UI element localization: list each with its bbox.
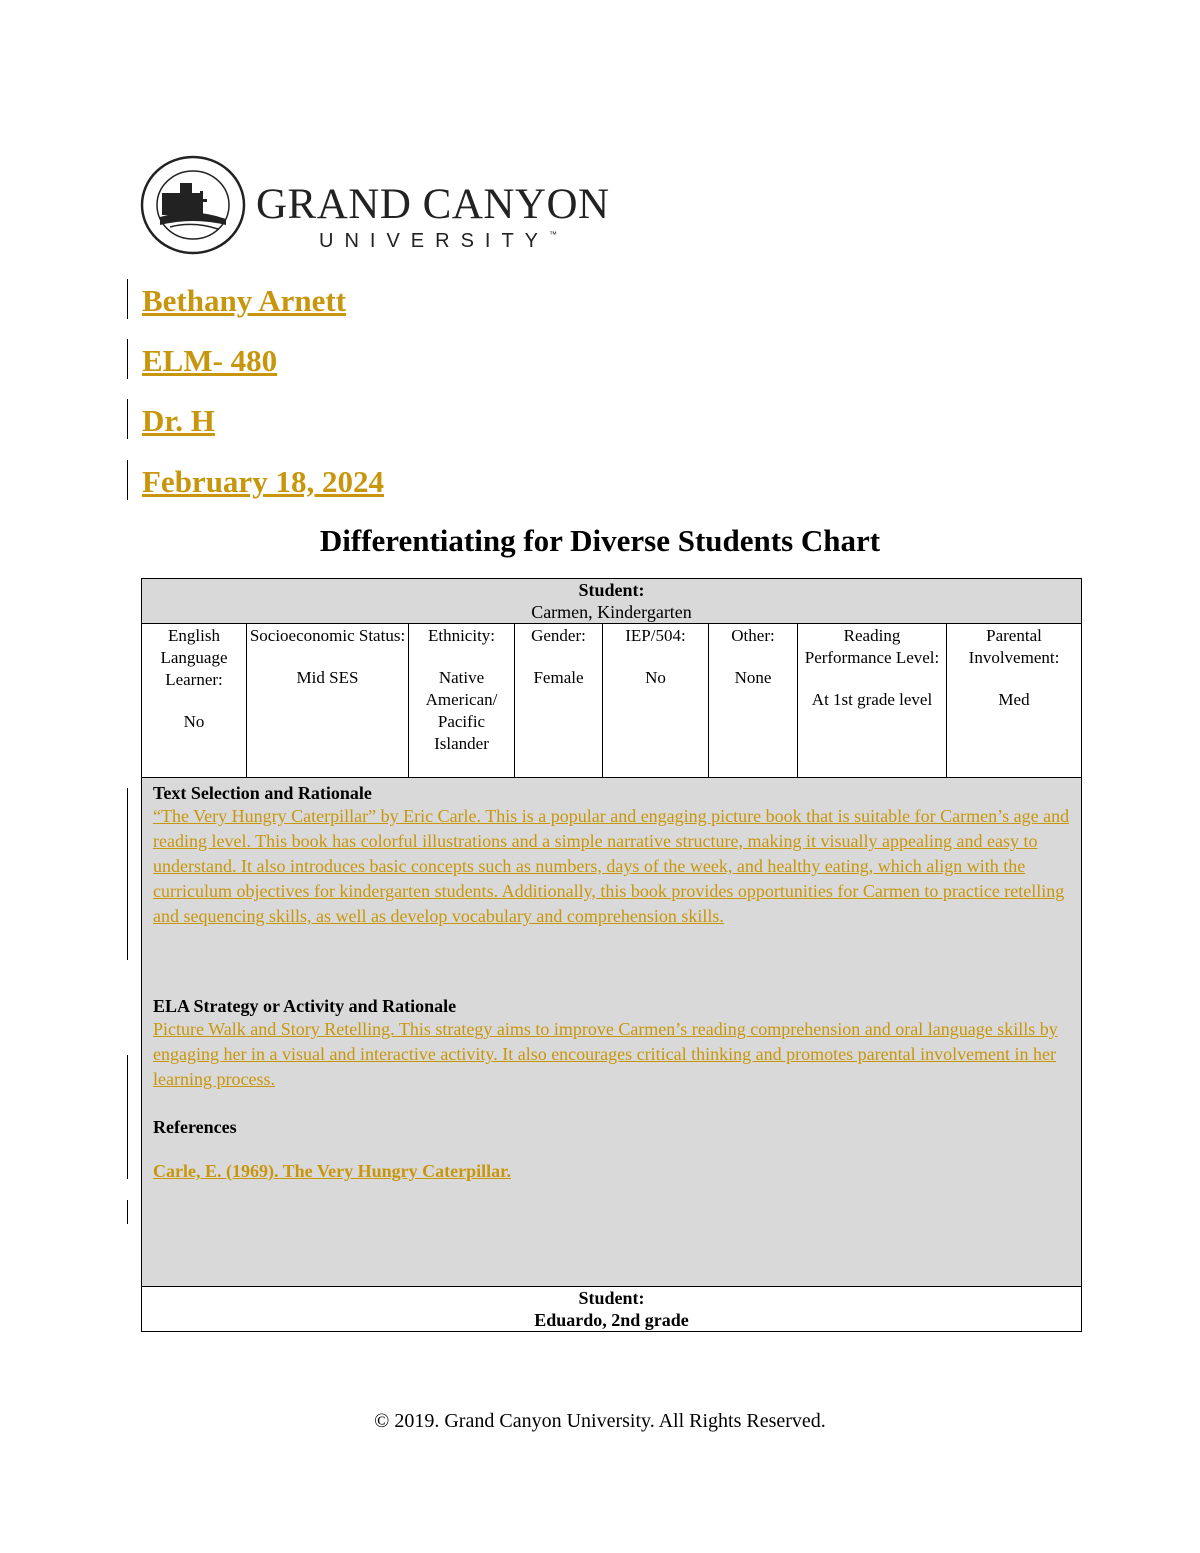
revision-bar [127, 399, 128, 439]
attr-ses: Socioeconomic Status: Mid SES [247, 624, 409, 778]
student-1-plan [142, 778, 1082, 1287]
attr-parental-involvement: Parental Involvement: Med [947, 624, 1082, 778]
document-date[interactable]: February 18, 2024 [142, 464, 384, 499]
attr-ell: English Language Learner: No [142, 624, 247, 778]
attr-ethnicity: Ethnicity: Native American/ Pacific Islander [409, 624, 515, 778]
student-attributes-row [142, 624, 1082, 778]
copyright-footer: © 2019. Grand Canyon University. All Rights Reserved. [374, 1410, 826, 1432]
attr-other: Other: None [709, 624, 798, 778]
student-name-grade: Eduardo, 2nd grade [534, 1310, 689, 1330]
revision-bar [127, 339, 128, 379]
logo-wordmark-line2: UNIVERSITY™ [319, 230, 558, 252]
student-label: Student: [578, 580, 645, 600]
revision-bar [127, 460, 128, 500]
reference-entry[interactable]: Carle, E. (1969). The Very Hungry Caterpillar. [153, 1161, 511, 1181]
revision-bar [127, 279, 128, 319]
revision-bar [127, 788, 128, 960]
revision-bar [127, 1200, 128, 1224]
attr-iep: IEP/504: No [603, 624, 709, 778]
references-heading: References [153, 1117, 237, 1137]
attr-gender: Gender: Female [515, 624, 603, 778]
page-title: Differentiating for Diverse Students Chart [319, 523, 881, 558]
instructor-name[interactable]: Dr. H [142, 403, 215, 438]
gcu-logo [140, 155, 620, 255]
student-name[interactable]: Bethany Arnett [142, 283, 347, 318]
revision-bar [127, 1055, 128, 1179]
gcu-seal-icon [140, 155, 246, 255]
attr-reading-level: Reading Performance Level: At 1st grade level [798, 624, 947, 778]
text-selection-body[interactable]: “The Very Hungry Caterpillar” by Eric Carle. This is a popular and engaging picture book that is suitable for Carmen’s age and reading level. This book has colorful illustrations and a simple narrative structure, making it visually appealing and easy to understand. It also introduces basic concepts such as numbers, days of the week, and healthy eating, which align with the curriculum objectives for kindergarten students. Additionally, this book provides opportunities for Carmen to practice retelling and sequencing skills, as well as develop vocabulary and comprehension skills. [153, 806, 1070, 926]
diverse-students-chart [141, 578, 1082, 1332]
student-name-grade: Carmen, Kindergarten [531, 602, 692, 622]
student-1-header [142, 579, 1082, 624]
text-selection-heading: Text Selection and Rationale [153, 783, 372, 803]
student-2-header [142, 1287, 1082, 1332]
ela-strategy-heading: ELA Strategy or Activity and Rationale [153, 996, 457, 1016]
ela-strategy-body[interactable]: Picture Walk and Story Retelling. This strategy aims to improve Carmen’s reading comprehension and oral language skills by engaging her in a visual and interactive activity. It also encourages critical thinking and promotes parental involvement in her learning process. [153, 1019, 1058, 1089]
student-label: Student: [578, 1288, 645, 1308]
logo-wordmark-line1: GRAND CANYON [256, 181, 610, 228]
course-code[interactable]: ELM- 480 [142, 343, 278, 378]
